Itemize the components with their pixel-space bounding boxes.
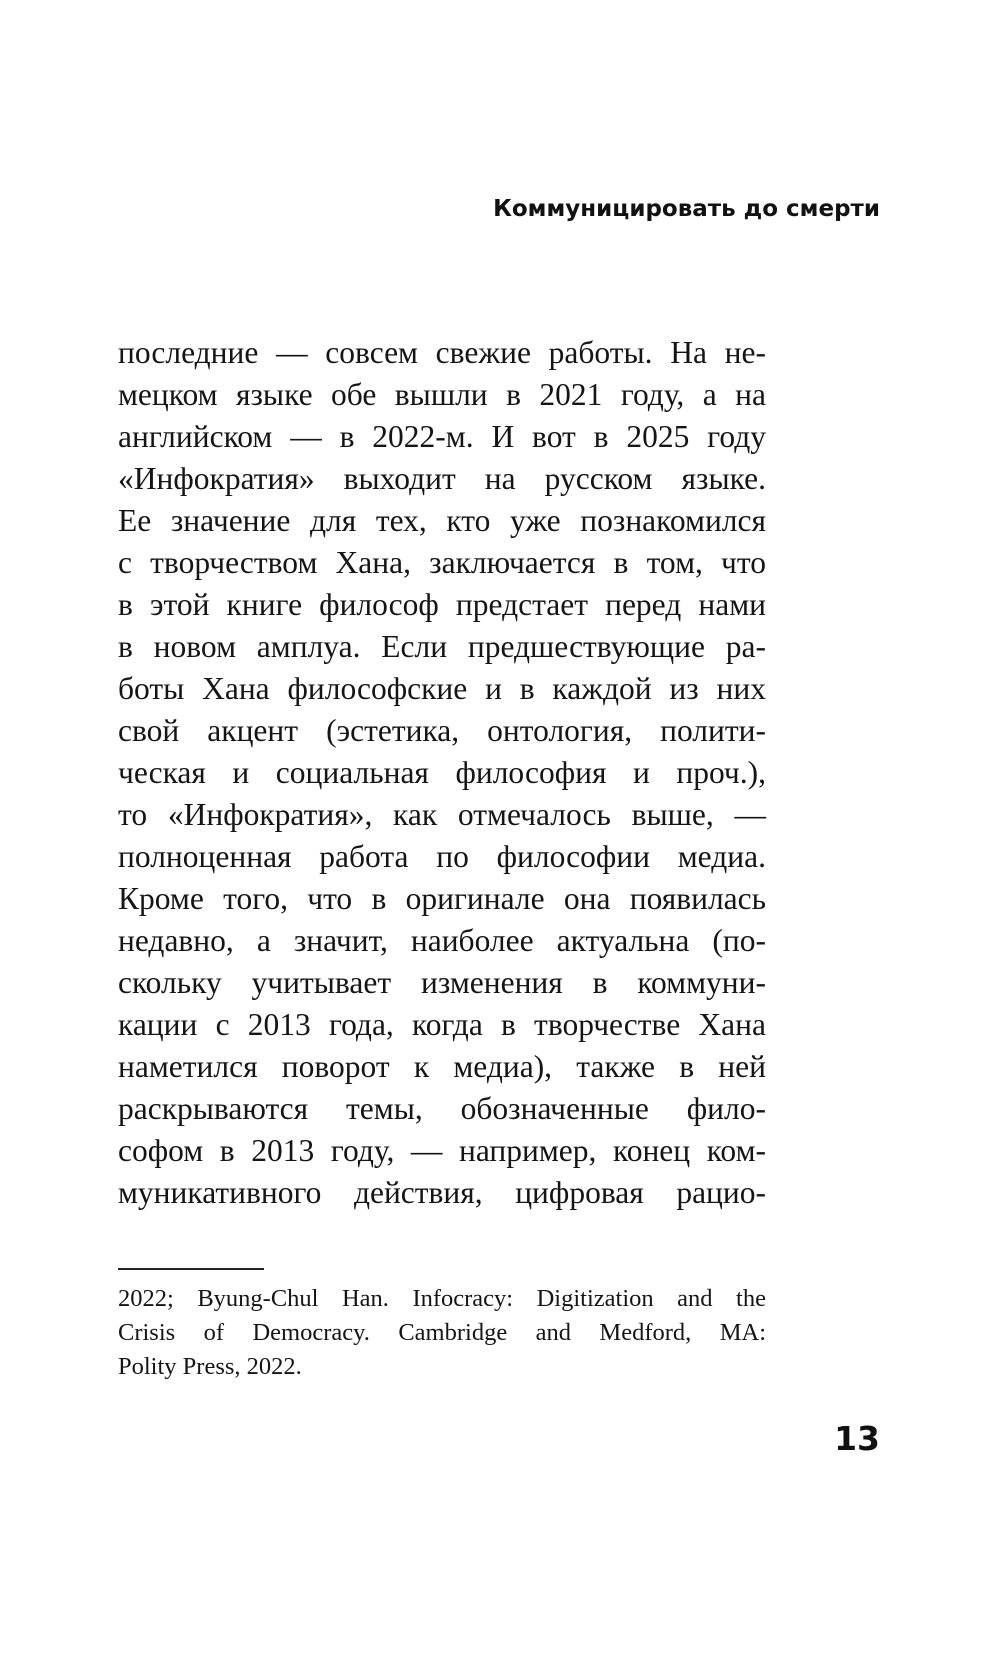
body-line: последние — совсем свежие работы. На не- (118, 335, 766, 370)
body-line: свой акцент (эстетика, онтология, полити- (118, 713, 766, 748)
running-head: Коммуницировать до смерти (493, 196, 880, 222)
body-line: муникативного действия, цифровая рацио- (118, 1175, 766, 1210)
body-line: полноценная работа по философии медиа. (118, 839, 766, 874)
body-line: «Инфократия» выходит на русском языке. (118, 461, 766, 496)
footnote-line: 2022; Byung-Chul Han. Infocracy: Digitization and the (118, 1285, 766, 1312)
page-number: 13 (834, 1419, 880, 1458)
footnote-line: Crisis of Democracy. Cambridge and Medford, MA: (118, 1319, 766, 1346)
body-line: наметился поворот к медиа), также в ней (118, 1049, 766, 1084)
body-line: английском — в 2022-м. И вот в 2025 году (118, 419, 766, 454)
body-line: то «Инфократия», как отмечалось выше, — (118, 797, 766, 832)
body-line: Кроме того, что в оригинале она появилась (118, 881, 766, 916)
body-line: боты Хана философские и в каждой из них (118, 671, 766, 706)
body-line: софом в 2013 году, — например, конец ком- (118, 1133, 766, 1168)
body-line: в этой книге философ предстает перед нами (118, 587, 766, 622)
footnote (118, 1282, 766, 1384)
body-line: недавно, а значит, наиболее актуальна (по- (118, 923, 766, 958)
body-line: с творчеством Хана, заключается в том, что (118, 545, 766, 580)
footnote-line: Polity Press, 2022. (118, 1353, 302, 1380)
body-line: кации с 2013 года, когда в творчестве Хана (118, 1007, 766, 1042)
body-line: скольку учитывает изменения в коммуни- (118, 965, 766, 1000)
body-line: в новом амплуа. Если предшествующие ра- (118, 629, 766, 664)
body-line: раскрываются темы, обозначенные фило- (118, 1091, 766, 1126)
body-line: Ее значение для тех, кто уже познакомился (118, 503, 766, 538)
body-text (118, 332, 766, 1214)
body-line: мецком языке обе вышли в 2021 году, а на (118, 377, 766, 412)
footnote-rule (118, 1268, 264, 1270)
body-line: ческая и социальная философия и проч.), (118, 755, 766, 790)
